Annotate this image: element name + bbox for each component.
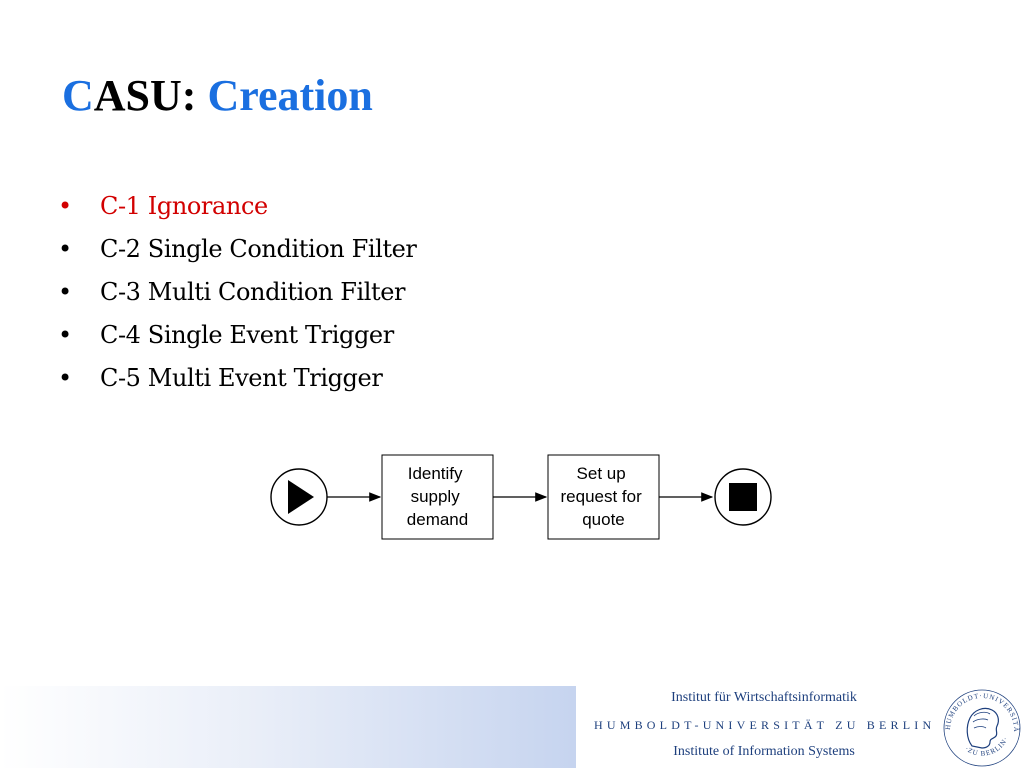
stop-icon	[729, 483, 757, 511]
task-1-line-3: demand	[406, 510, 469, 529]
humboldt-seal-icon	[940, 686, 1024, 768]
bullet-dot: •	[58, 321, 72, 349]
process-diagram-svg	[268, 452, 776, 544]
bullet-text: C-3 Multi Condition Filter	[100, 278, 406, 306]
footer-line-university: HUMBOLDT-UNIVERSITÄT ZU BERLIN	[594, 718, 936, 732]
bullet-dot: •	[58, 364, 72, 392]
bullet-text: C-5 Multi Event Trigger	[100, 364, 383, 392]
task-set-up-request-for-quote	[548, 455, 659, 539]
footer-institute-text	[594, 686, 934, 768]
footer-line-institute: Institute of Information Systems	[673, 744, 855, 759]
title-part-creation: Creation	[207, 71, 373, 120]
bullet-dot: •	[58, 278, 72, 306]
task-identify-supply-demand	[382, 455, 493, 539]
svg-text:·ZU BERLIN·: ·ZU BERLIN·	[963, 735, 1010, 758]
svg-text:Identify supply	[407, 464, 468, 529]
footer-line-institut: Institut für Wirtschaftsinformatik	[671, 690, 857, 705]
end-event	[715, 469, 771, 525]
task-2-line-3: quote	[582, 510, 625, 529]
bullet-item-c5	[58, 360, 417, 403]
title-part-asu: ASU:	[93, 71, 208, 120]
start-event	[271, 469, 327, 525]
bullet-text: C-1 Ignorance	[100, 192, 268, 220]
bullet-dot: •	[58, 235, 72, 263]
bullet-text: C-4 Single Event Trigger	[100, 321, 394, 349]
task-1-line-1: Identify	[407, 464, 463, 483]
svg-text:HUMBOLDT·UNIVERSITÄT: HUMBOLDT·UNIVERSITÄ	[943, 691, 1021, 733]
bullet-item-c2	[58, 231, 417, 274]
bullet-item-c3	[58, 274, 417, 317]
slide-title	[62, 68, 373, 124]
task-2-line-1: Set up	[576, 464, 626, 483]
bullet-item-c1	[58, 188, 417, 231]
bullet-text: C-2 Single Condition Filter	[100, 235, 417, 263]
bullet-dot: •	[58, 192, 72, 220]
footer-gradient-bar	[0, 686, 576, 768]
bullet-list	[58, 188, 417, 403]
bullet-item-c4	[58, 317, 417, 360]
title-part-c: C	[62, 71, 94, 120]
task-1-line-2: supply	[410, 487, 460, 506]
process-diagram	[268, 452, 776, 544]
task-2-line-2: request for	[560, 487, 642, 506]
